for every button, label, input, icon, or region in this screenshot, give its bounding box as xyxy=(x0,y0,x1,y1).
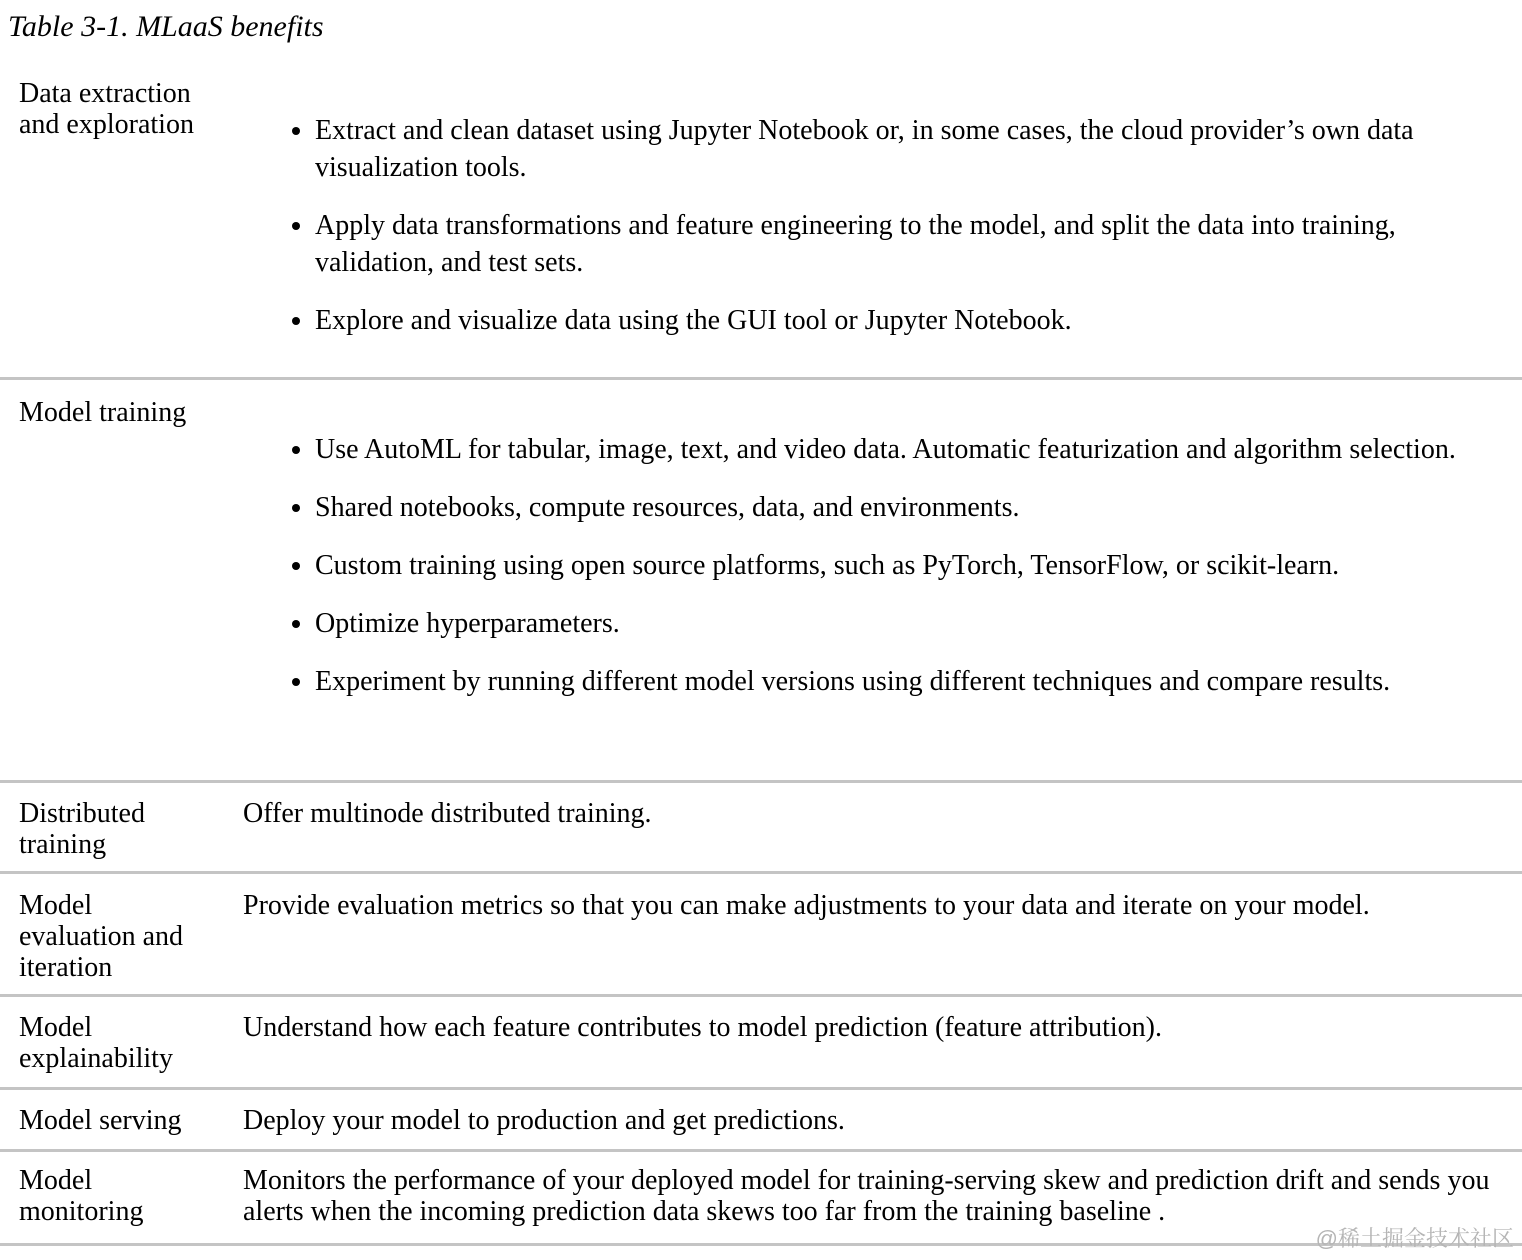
watermark: @稀土掘金技术社区 xyxy=(1315,1226,1514,1251)
row-label: Model monitoring xyxy=(19,1165,144,1227)
table-row-model-explainability xyxy=(0,997,1522,1090)
row-content xyxy=(243,78,1522,377)
mlaas-benefits-table xyxy=(0,60,1522,1246)
row-content: Understand how each feature contributes to model prediction (feature attribution). xyxy=(243,1012,1162,1043)
bullet-list xyxy=(243,431,1492,700)
bullet-item: • Custom training using open source platforms, such as PyTorch, TensorFlow, or scikit-learn. xyxy=(315,547,1492,584)
bullet-list xyxy=(243,112,1492,339)
table-row-distributed-training xyxy=(0,783,1522,874)
bullet-item: • Experiment by running different model versions using different techniques and compare results. xyxy=(315,663,1492,700)
row-content xyxy=(243,397,1522,780)
bullet-item: • Apply data transformations and feature engineering to the model, and split the data into training, validation, and test sets. xyxy=(315,207,1492,281)
table-row-model-training xyxy=(0,380,1522,783)
table-row-model-serving xyxy=(0,1090,1522,1152)
row-label: Model training xyxy=(19,397,187,428)
row-label: Distributed training xyxy=(19,798,145,860)
table-row-model-monitoring xyxy=(0,1152,1522,1246)
bullet-item: • Shared notebooks, compute resources, data, and environments. xyxy=(315,489,1492,526)
table-caption: Table 3-1. MLaaS benefits xyxy=(8,10,324,43)
bullet-item: • Extract and clean dataset using Jupyter Notebook or, in some cases, the cloud provider’s own data visualization tools. xyxy=(315,112,1492,186)
row-content: Deploy your model to production and get predictions. xyxy=(243,1105,845,1136)
row-content: Monitors the performance of your deployed model for training-serving skew and prediction drift and sends you alerts when the incoming prediction data skews too far from the training baseline . xyxy=(243,1165,1490,1227)
bullet-item: • Explore and visualize data using the GUI tool or Jupyter Notebook. xyxy=(315,302,1492,339)
bullet-item: • Optimize hyperparameters. xyxy=(315,605,1492,642)
row-label: Model serving xyxy=(19,1105,182,1136)
row-content: Provide evaluation metrics so that you can make adjustments to your data and iterate on your model. xyxy=(243,890,1370,921)
row-label: Model explainability xyxy=(19,1012,173,1074)
row-content: Offer multinode distributed training. xyxy=(243,798,652,829)
table-row-model-evaluation xyxy=(0,874,1522,997)
row-label: Model evaluation and iteration xyxy=(19,890,184,983)
table-row-data-extraction xyxy=(0,60,1522,380)
row-label: Data extraction and exploration xyxy=(19,78,194,140)
bullet-item: • Use AutoML for tabular, image, text, and video data. Automatic featurization and algorithm selection. xyxy=(315,431,1492,468)
